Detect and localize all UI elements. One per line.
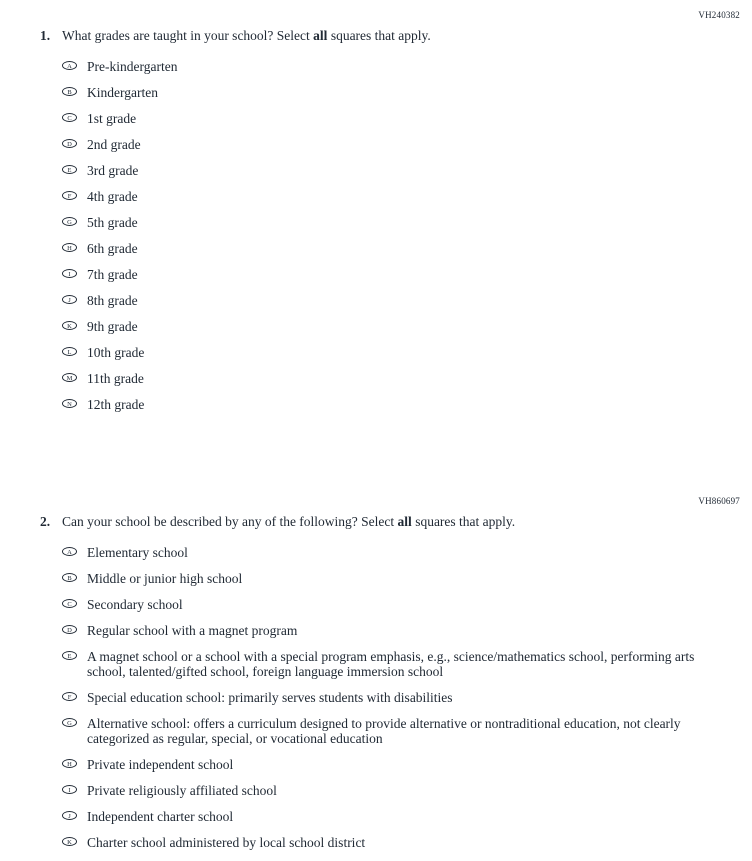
answer-bubble[interactable]: C: [62, 113, 77, 122]
option-label: Special education school: primarily serves students with disabilities: [87, 690, 453, 705]
option-label: Alternative school: offers a curriculum designed to provide alternative or nontraditional education, not clearly categorized as regular, special, or vocational education: [87, 716, 681, 746]
question-2-number: 2.: [40, 514, 51, 529]
option-label: Charter school administered by local school district: [87, 835, 366, 850]
question-2-text-bold: all: [397, 514, 412, 529]
option-row: [62, 189, 752, 204]
option-label: 3rd grade: [87, 163, 139, 178]
question-1-options: [0, 59, 752, 412]
answer-bubble[interactable]: N: [62, 399, 77, 408]
answer-bubble[interactable]: I: [62, 269, 77, 278]
option-label: Middle or junior high school: [87, 571, 243, 586]
option-label: Private independent school: [87, 757, 234, 772]
option-label: A magnet school or a school with a special program emphasis, e.g., science/mathematics school, performing arts school, talented/gifted school, foreign language immersion school: [87, 649, 695, 679]
answer-bubble[interactable]: H: [62, 759, 77, 768]
answer-bubble[interactable]: A: [62, 61, 77, 70]
option-row: [62, 716, 752, 746]
option-row: [62, 137, 752, 152]
question-1-text-before: What grades are taught in your school? Select: [62, 28, 314, 43]
question-1-text-after: squares that apply.: [327, 28, 431, 43]
option-label: 4th grade: [87, 189, 138, 204]
option-row: [62, 783, 752, 798]
question-1-number: 1.: [40, 28, 51, 43]
answer-bubble[interactable]: D: [62, 139, 77, 148]
question-1-text: [0, 28, 752, 44]
option-row: [62, 649, 752, 679]
question-2-text: [0, 514, 752, 530]
option-label: 9th grade: [87, 319, 138, 334]
option-row: [62, 545, 752, 560]
answer-bubble[interactable]: K: [62, 321, 77, 330]
option-row: [62, 111, 752, 126]
option-row: [62, 293, 752, 308]
option-label: Independent charter school: [87, 809, 234, 824]
option-row: [62, 319, 752, 334]
option-row: [62, 757, 752, 772]
option-label: Elementary school: [87, 545, 188, 560]
question-1-block: [0, 10, 752, 423]
answer-bubble[interactable]: G: [62, 718, 77, 727]
answer-bubble[interactable]: F: [62, 191, 77, 200]
option-row: [62, 571, 752, 586]
option-label: Pre-kindergarten: [87, 59, 178, 74]
option-label: 1st grade: [87, 111, 137, 126]
option-row: [62, 623, 752, 638]
option-row: [62, 809, 752, 824]
answer-bubble[interactable]: C: [62, 599, 77, 608]
answer-bubble[interactable]: J: [62, 811, 77, 820]
question-2-options: [0, 545, 752, 850]
option-row: [62, 597, 752, 612]
option-row: [62, 690, 752, 705]
answer-bubble[interactable]: F: [62, 692, 77, 701]
option-label: Regular school with a magnet program: [87, 623, 298, 638]
option-row: [62, 267, 752, 282]
answer-bubble[interactable]: J: [62, 295, 77, 304]
answer-bubble[interactable]: E: [62, 651, 77, 660]
answer-bubble[interactable]: B: [62, 87, 77, 96]
option-row: [62, 215, 752, 230]
answer-bubble[interactable]: M: [62, 373, 77, 382]
option-label: 2nd grade: [87, 137, 141, 152]
option-label: 5th grade: [87, 215, 138, 230]
option-label: 10th grade: [87, 345, 145, 360]
option-row: [62, 835, 752, 850]
option-row: [62, 371, 752, 386]
option-label: 8th grade: [87, 293, 138, 308]
answer-bubble[interactable]: H: [62, 243, 77, 252]
answer-bubble[interactable]: I: [62, 785, 77, 794]
question-1-text-bold: all: [313, 28, 328, 43]
answer-bubble[interactable]: D: [62, 625, 77, 634]
option-row: [62, 345, 752, 360]
option-label: 12th grade: [87, 397, 145, 412]
option-label: Private religiously affiliated school: [87, 783, 277, 798]
answer-bubble[interactable]: L: [62, 347, 77, 356]
answer-bubble[interactable]: G: [62, 217, 77, 226]
answer-bubble[interactable]: K: [62, 837, 77, 846]
option-row: [62, 397, 752, 412]
option-label: 7th grade: [87, 267, 138, 282]
item-code-1: VH240382: [698, 10, 740, 20]
option-row: [62, 163, 752, 178]
answer-bubble[interactable]: E: [62, 165, 77, 174]
question-2-text-after: squares that apply.: [411, 514, 516, 529]
question-2-text-before: Can your school be described by any of the following? Select: [62, 514, 398, 529]
answer-bubble[interactable]: B: [62, 573, 77, 582]
option-label: Secondary school: [87, 597, 183, 612]
option-row: [62, 85, 752, 100]
question-2-block: [0, 496, 752, 861]
option-row: [62, 59, 752, 74]
item-code-2: VH860697: [698, 496, 740, 506]
option-row: [62, 241, 752, 256]
option-label: Kindergarten: [87, 85, 158, 100]
answer-bubble[interactable]: A: [62, 547, 77, 556]
option-label: 11th grade: [87, 371, 144, 386]
option-label: 6th grade: [87, 241, 138, 256]
